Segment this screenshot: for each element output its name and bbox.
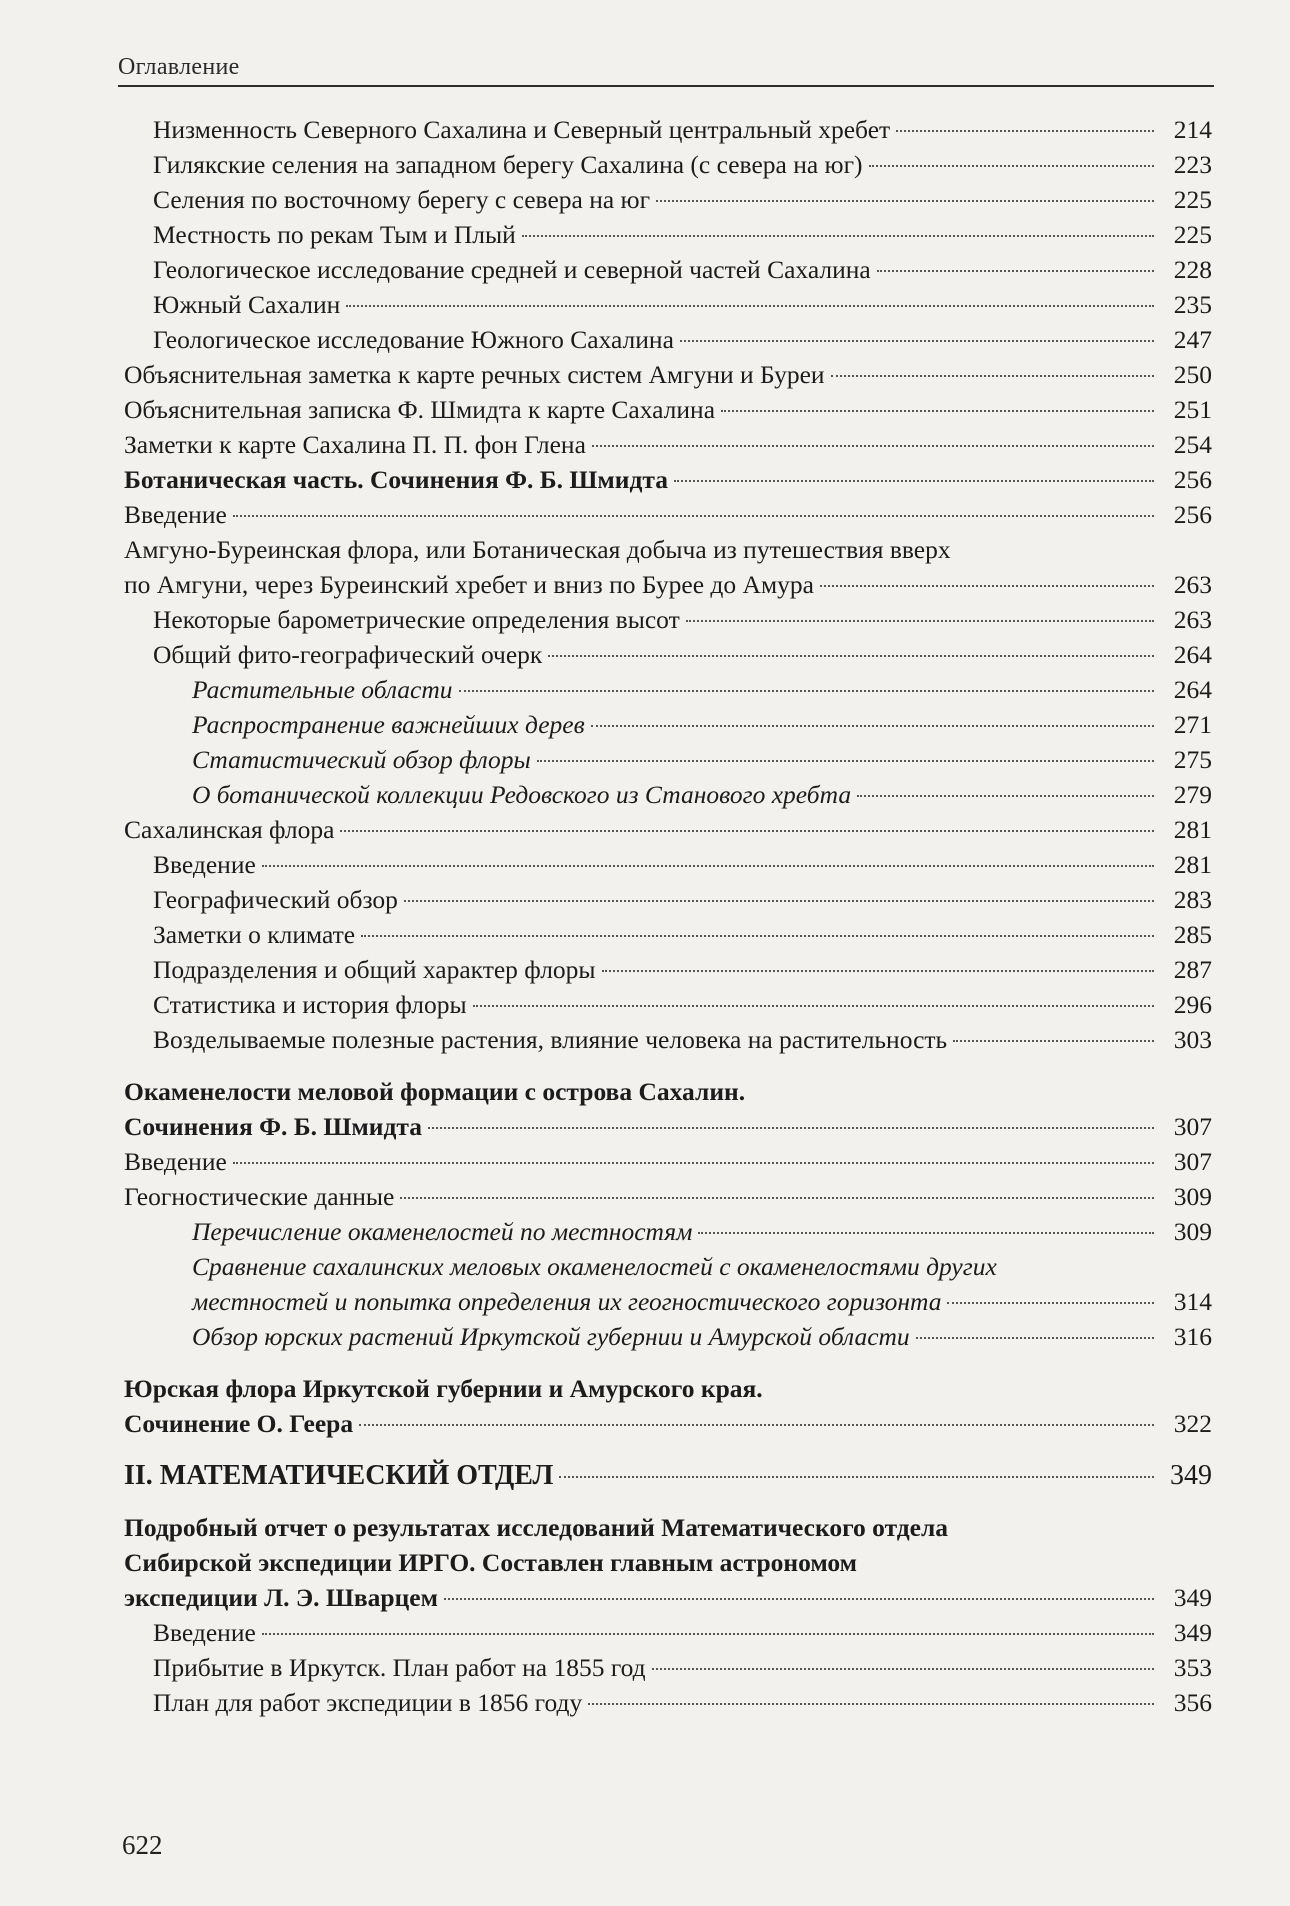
- toc-entry-title: Геогностические данные: [124, 1182, 395, 1211]
- toc-entry: [124, 987, 1212, 1022]
- toc-entry-title: Селения по восточному берегу с севера на юг: [153, 185, 651, 214]
- toc-entry: [124, 357, 1212, 392]
- toc-entry-title: Прибытие в Иркутск. План работ на 1855 год: [153, 1653, 646, 1682]
- toc-entry-page: 283: [1173, 885, 1212, 914]
- toc-entry-line: [153, 637, 1212, 672]
- dot-leader: [721, 410, 1154, 412]
- toc-entry-title: Сочинения Ф. Б. Шмидта: [124, 1112, 422, 1141]
- toc-entry-title-line: Сибирской экспедиции ИРГО. Составлен главным астрономом: [124, 1548, 858, 1577]
- toc-entry-line: [124, 497, 1212, 532]
- toc-entry-title: Перечисление окаменелостей по местностям: [192, 1217, 693, 1246]
- toc-entry-page: 309: [1173, 1217, 1212, 1246]
- toc-entry-page: 316: [1173, 1322, 1212, 1351]
- dot-leader: [537, 760, 1154, 762]
- toc-entry: [124, 392, 1212, 427]
- toc-entry: [124, 182, 1212, 217]
- toc-entry-title: О ботанической коллекции Редовского из Станового хребта: [192, 780, 852, 809]
- dot-leader: [262, 1633, 1154, 1635]
- toc-entry-line: [192, 777, 1212, 812]
- dot-leader: [233, 1162, 1154, 1164]
- dot-leader: [652, 1668, 1154, 1670]
- toc-entry-title: Обзор юрских растений Иркутской губернии и Амурской области: [192, 1322, 910, 1351]
- toc-entry-page: 322: [1173, 1409, 1212, 1438]
- toc-entry: [124, 917, 1212, 952]
- toc-entry-page: 349: [1173, 1618, 1212, 1647]
- toc-entry-title: Общий фито-географический очерк: [153, 640, 543, 669]
- toc-entry: [124, 602, 1212, 637]
- dot-leader: [262, 865, 1154, 867]
- dot-leader: [686, 620, 1154, 622]
- toc-entry-page: 256: [1173, 465, 1212, 494]
- toc-entry-line: [124, 1406, 1212, 1441]
- toc-entry: [124, 1685, 1212, 1720]
- toc-entry-line: [124, 1179, 1212, 1214]
- toc-entry-page: 263: [1173, 570, 1212, 599]
- toc-entry-page: 303: [1173, 1025, 1212, 1054]
- toc-entry: [124, 777, 1212, 812]
- toc-entry: [124, 952, 1212, 987]
- toc-entry: [124, 1214, 1212, 1249]
- toc-entry: [124, 1319, 1212, 1354]
- toc-entry: [124, 1179, 1212, 1214]
- dot-leader: [428, 1127, 1154, 1129]
- toc-entry-title: Статистический обзор флоры: [192, 745, 531, 774]
- toc-entry: [124, 112, 1212, 147]
- dot-leader: [591, 725, 1154, 727]
- toc-entry-page: 264: [1173, 675, 1212, 704]
- toc-entry-line: [153, 182, 1212, 217]
- dot-leader: [680, 340, 1154, 342]
- dot-leader: [831, 375, 1154, 377]
- toc-entry-page: 225: [1173, 220, 1212, 249]
- toc-entry-title: План для работ экспедиции в 1856 году: [153, 1688, 583, 1717]
- toc-entry-page: 264: [1173, 640, 1212, 669]
- toc-entry-title: Географический обзор: [153, 885, 398, 914]
- toc-entry-title: Гилякские селения на западном берегу Сахалина (с севера на юг): [153, 150, 863, 179]
- dot-leader: [346, 305, 1154, 307]
- toc-entry: [124, 532, 1212, 602]
- toc-entry-page: 296: [1173, 990, 1212, 1019]
- dot-leader: [361, 935, 1154, 937]
- toc-entry: [124, 1144, 1212, 1179]
- toc-entry-line: [153, 847, 1212, 882]
- toc-entry-title: Введение: [153, 850, 256, 879]
- toc-entry-title: по Амгуни, через Буреинский хребет и вниз по Бурее до Амура: [124, 570, 814, 599]
- toc-entry-line: [153, 917, 1212, 952]
- toc-entry-title: Объяснительная заметка к карте речных систем Амгуни и Буреи: [124, 360, 825, 389]
- toc-entry-line: [153, 987, 1212, 1022]
- toc-entry: [124, 1022, 1212, 1057]
- toc-entry-page: 353: [1173, 1653, 1212, 1682]
- toc-entry: [124, 462, 1212, 497]
- toc-entry-title: Геологическое исследование средней и северной частей Сахалина: [153, 255, 871, 284]
- dot-leader: [340, 830, 1154, 832]
- toc-entry-page: 271: [1173, 710, 1212, 739]
- toc-entry: [124, 322, 1212, 357]
- toc-entry-page: 247: [1173, 325, 1212, 354]
- toc-entry-title: Южный Сахалин: [153, 290, 341, 319]
- dot-leader: [559, 1476, 1154, 1478]
- toc-entry-page: 225: [1173, 185, 1212, 214]
- toc-entry-title: Подразделения и общий характер флоры: [153, 955, 596, 984]
- toc-entry-line: [124, 812, 1212, 847]
- toc-entry: [124, 707, 1212, 742]
- toc-entry: [124, 1615, 1212, 1650]
- toc-entry-page: 285: [1173, 920, 1212, 949]
- dot-leader: [820, 585, 1154, 587]
- toc-entry-page: 281: [1173, 815, 1212, 844]
- toc-entry-page: 307: [1173, 1147, 1212, 1176]
- toc-entry-line: [153, 1650, 1212, 1685]
- toc-entry-line: [153, 147, 1212, 182]
- dot-leader: [548, 655, 1154, 657]
- toc-entry-title: Некоторые барометрические определения высот: [153, 605, 680, 634]
- toc-entry-line: [153, 252, 1212, 287]
- toc-entry-title: Возделываемые полезные растения, влияние человека на растительность: [153, 1025, 948, 1054]
- toc-entry-title: Заметки о климате: [153, 920, 356, 949]
- toc-entry-page: 275: [1173, 745, 1212, 774]
- dot-leader: [602, 970, 1154, 972]
- toc-entry-line: [192, 742, 1212, 777]
- toc-entry-line: [153, 1615, 1212, 1650]
- toc-entry-line: [192, 1284, 1212, 1319]
- dot-leader: [916, 1337, 1154, 1339]
- toc-entry-title-line: Сравнение сахалинских меловых окаменелостей с окаменелостями других: [192, 1252, 997, 1281]
- toc-entry-title-line: Подробный отчет о результатах исследований Математического отдела: [124, 1513, 949, 1542]
- dot-leader: [592, 445, 1154, 447]
- toc-entry: [124, 1510, 1212, 1615]
- toc-entry-title-line: Окаменелости меловой формации с острова Сахалин.: [124, 1077, 746, 1106]
- dot-leader: [896, 130, 1154, 132]
- toc-entry: [124, 847, 1212, 882]
- toc-entry-line: [192, 707, 1212, 742]
- toc-entry-line: [153, 952, 1212, 987]
- toc-entry-title: Статистика и история флоры: [153, 990, 467, 1019]
- toc-entry-line: [153, 1685, 1212, 1720]
- toc-entry: [124, 287, 1212, 322]
- toc-entry-line: [192, 672, 1212, 707]
- toc-entry: [124, 1458, 1212, 1493]
- toc-entry-title: Введение: [153, 1618, 256, 1647]
- toc-entry-page: 281: [1173, 850, 1212, 879]
- toc-entry-title: II. МАТЕМАТИЧЕСКИЙ ОТДЕЛ: [124, 1460, 554, 1491]
- toc-entry-page: 256: [1173, 500, 1212, 529]
- toc-entry-page: 254: [1173, 430, 1212, 459]
- table-of-contents: [124, 112, 1212, 1720]
- toc-entry: [124, 882, 1212, 917]
- toc-entry-page: 279: [1173, 780, 1212, 809]
- dot-leader: [588, 1703, 1154, 1705]
- dot-leader: [656, 200, 1154, 202]
- dot-leader: [404, 900, 1154, 902]
- toc-entry-page: 356: [1173, 1688, 1212, 1717]
- toc-entry-page: 349: [1170, 1460, 1212, 1491]
- toc-entry: [124, 427, 1212, 462]
- toc-entry-title: Геологическое исследование Южного Сахалина: [153, 325, 674, 354]
- toc-entry-page: 228: [1173, 255, 1212, 284]
- dot-leader: [233, 515, 1154, 517]
- dot-leader: [522, 235, 1154, 237]
- dot-leader: [359, 1424, 1154, 1426]
- toc-entry-line: [153, 287, 1212, 322]
- toc-entry-page: 235: [1173, 290, 1212, 319]
- page-number: 622: [122, 1830, 163, 1860]
- toc-entry: [124, 1249, 1212, 1319]
- dot-leader: [444, 1598, 1154, 1600]
- toc-entry-page: 250: [1173, 360, 1212, 389]
- toc-entry-title: Низменность Северного Сахалина и Северный центральный хребет: [153, 115, 891, 144]
- toc-entry-page: 251: [1173, 395, 1212, 424]
- toc-entry-line: [124, 1580, 1212, 1615]
- dot-leader: [459, 690, 1154, 692]
- toc-entry: [124, 1371, 1212, 1441]
- toc-entry: [124, 742, 1212, 777]
- toc-entry: [124, 637, 1212, 672]
- dot-leader: [400, 1197, 1154, 1199]
- toc-entry-line: [153, 602, 1212, 637]
- toc-entry-title: Сочинение О. Геера: [124, 1409, 354, 1438]
- toc-entry: [124, 252, 1212, 287]
- toc-entry-line: [153, 882, 1212, 917]
- toc-entry-line: [124, 1109, 1212, 1144]
- toc-entry-title: экспедиции Л. Э. Шварцем: [124, 1583, 438, 1612]
- toc-entry: [124, 812, 1212, 847]
- toc-entry-title: Заметки к карте Сахалина П. П. фон Глена: [124, 430, 586, 459]
- toc-entry: [124, 1650, 1212, 1685]
- toc-entry-line: [153, 112, 1212, 147]
- toc-entry-page: 263: [1173, 605, 1212, 634]
- toc-entry-title-line: Амгуно-Буреинская флора, или Ботаническая добыча из путешествия вверх: [124, 535, 951, 564]
- toc-entry: [124, 497, 1212, 532]
- toc-entry-page: 307: [1173, 1112, 1212, 1141]
- toc-entry-line: [124, 567, 1212, 602]
- toc-entry-page: 214: [1173, 115, 1212, 144]
- toc-entry-line: [192, 1214, 1212, 1249]
- toc-entry-title: Местность по рекам Тым и Плый: [153, 220, 516, 249]
- toc-entry-title: Сахалинская флора: [124, 815, 335, 844]
- dot-leader: [674, 480, 1154, 482]
- toc-entry-title: Ботаническая часть. Сочинения Ф. Б. Шмидта: [124, 465, 668, 494]
- toc-entry-line: [153, 217, 1212, 252]
- dot-leader: [953, 1040, 1154, 1042]
- toc-entry-line: [124, 427, 1212, 462]
- dot-leader: [698, 1232, 1154, 1234]
- running-header: Оглавление: [118, 54, 240, 80]
- toc-entry-line: [124, 1458, 1212, 1493]
- toc-entry: [124, 147, 1212, 182]
- toc-entry-page: 349: [1173, 1583, 1212, 1612]
- toc-entry-title: местностей и попытка определения их геогностического горизонта: [192, 1287, 942, 1316]
- toc-entry-line: [124, 357, 1212, 392]
- toc-entry-line: [124, 1144, 1212, 1179]
- toc-entry-line: [124, 392, 1212, 427]
- toc-entry-title: Растительные области: [192, 675, 453, 704]
- toc-entry-title: Распространение важнейших дерев: [192, 710, 585, 739]
- toc-entry-page: 314: [1173, 1287, 1212, 1316]
- toc-entry: [124, 672, 1212, 707]
- dot-leader: [877, 270, 1154, 272]
- toc-entry-page: 223: [1173, 150, 1212, 179]
- toc-entry-title: Объяснительная записка Ф. Шмидта к карте Сахалина: [124, 395, 716, 424]
- toc-entry-title-line: Юрская флора Иркутской губернии и Амурского края.: [124, 1374, 763, 1403]
- dot-leader: [947, 1302, 1154, 1304]
- toc-entry: [124, 1074, 1212, 1144]
- toc-entry-title: Введение: [124, 1147, 227, 1176]
- toc-entry-page: 287: [1173, 955, 1212, 984]
- dot-leader: [869, 165, 1154, 167]
- toc-entry-line: [192, 1319, 1212, 1354]
- toc-entry-page: 309: [1173, 1182, 1212, 1211]
- dot-leader: [473, 1005, 1154, 1007]
- toc-entry: [124, 217, 1212, 252]
- toc-entry-line: [124, 462, 1212, 497]
- toc-entry-title: Введение: [124, 500, 227, 529]
- header-rule: [118, 85, 1214, 87]
- toc-entry-line: [153, 322, 1212, 357]
- toc-entry-line: [153, 1022, 1212, 1057]
- dot-leader: [857, 795, 1154, 797]
